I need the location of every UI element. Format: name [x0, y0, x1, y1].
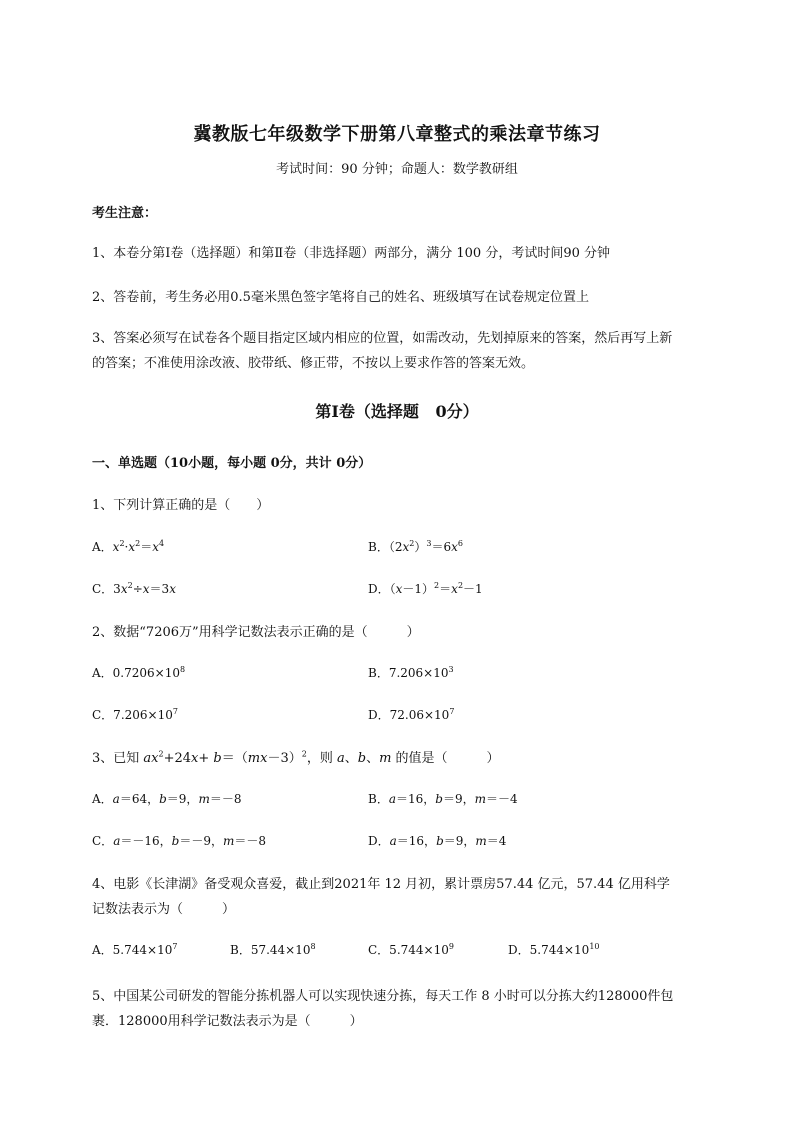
exam-title: 冀教版七年级数学下册第八章整式的乘法章节练习 — [193, 124, 601, 145]
part-heading: 一、单选题（10小题，每小题 0分，共计 0分） — [92, 456, 372, 471]
question-2-stem: 2、数据“7206万”用科学记数法表示正确的是（ ） — [92, 625, 420, 640]
question-1-stem: 1、下列计算正确的是（ ） — [92, 498, 270, 513]
question-1-option-c[interactable]: C．$3x^2\div x=3x$ — [92, 581, 176, 596]
question-1-option-a[interactable]: A．$x^2\cdot x^2=x^4$ — [92, 539, 165, 554]
question-3-stem: 3、已知 $ax^2+24x+ b=(mx-3)^2$，则 a、b、m 的值是（ ） — [92, 749, 500, 766]
section-title: 第Ⅰ卷（选择题 0分） — [315, 402, 479, 421]
question-3-option-d[interactable]: D．a＝16，b＝9，m＝4 — [368, 834, 507, 848]
question-4-option-c[interactable]: C．$5.744\times 10^9$ — [368, 942, 454, 957]
notice-item-1: 1、本卷分第Ⅰ卷（选择题）和第Ⅱ卷（非选择题）两部分，满分 100 分，考试时间90 分钟 — [92, 246, 610, 261]
question-4-stem-line-2: 记数法表示为（ ） — [92, 902, 236, 917]
question-2-option-d[interactable]: D．$72.06\times 10^7$ — [368, 707, 455, 722]
question-4-stem-line-1: 4、电影《长津湖》备受观众喜爱，截止到2021年 12 月初，累计票房57.44 亿元，57.44 亿用科学 — [92, 877, 670, 892]
question-1-option-d[interactable]: D．$(x-1)^2=x^2-1$ — [368, 581, 483, 596]
question-5-stem-line-2: 裹．128000用科学记数法表示为是（ ） — [92, 1014, 363, 1029]
question-3-option-a[interactable]: A．a＝64，b＝9，m＝－8 — [92, 792, 242, 806]
question-4-option-d[interactable]: D．$5.744\times 10^{10}$ — [508, 942, 600, 957]
notice-heading: 考生注意： — [92, 206, 158, 221]
question-3-option-b[interactable]: B．a＝16，b＝9，m＝－4 — [368, 792, 518, 806]
question-1-option-b[interactable]: B．$(2x^2)^3=6x^6$ — [368, 539, 463, 554]
question-2-option-b[interactable]: B．$7.206\times 10^3$ — [368, 665, 454, 680]
notice-item-3-line-2: 的答案；不准使用涂改液、胶带纸、修正带，不按以上要求作答的答案无效。 — [92, 356, 535, 371]
notice-item-3-line-1: 3、答案必须写在试卷各个题目指定区域内相应的位置，如需改动，先划掉原来的答案，然后再写上新 — [92, 331, 673, 346]
question-2-option-c[interactable]: C．$7.206\times 10^7$ — [92, 707, 178, 722]
question-4-option-b[interactable]: B．$57.44\times 10^8$ — [230, 942, 316, 957]
question-5-stem-line-1: 5、中国某公司研发的智能分拣机器人可以实现快速分拣，每天工作 8 小时可以分拣大约128000件包 — [92, 989, 674, 1004]
exam-subtitle: 考试时间：90 分钟；命题人：数学教研组 — [276, 162, 518, 177]
notice-item-2: 2、答卷前，考生务必用0.5毫米黑色签字笔将自己的姓名、班级填写在试卷规定位置上 — [92, 290, 589, 305]
question-4-option-a[interactable]: A．$5.744\times 10^7$ — [92, 942, 178, 957]
question-2-option-a[interactable]: A．$0.7206\times 10^8$ — [92, 665, 186, 680]
question-3-option-c[interactable]: C．a＝－16，b＝－9，m＝－8 — [92, 834, 266, 848]
